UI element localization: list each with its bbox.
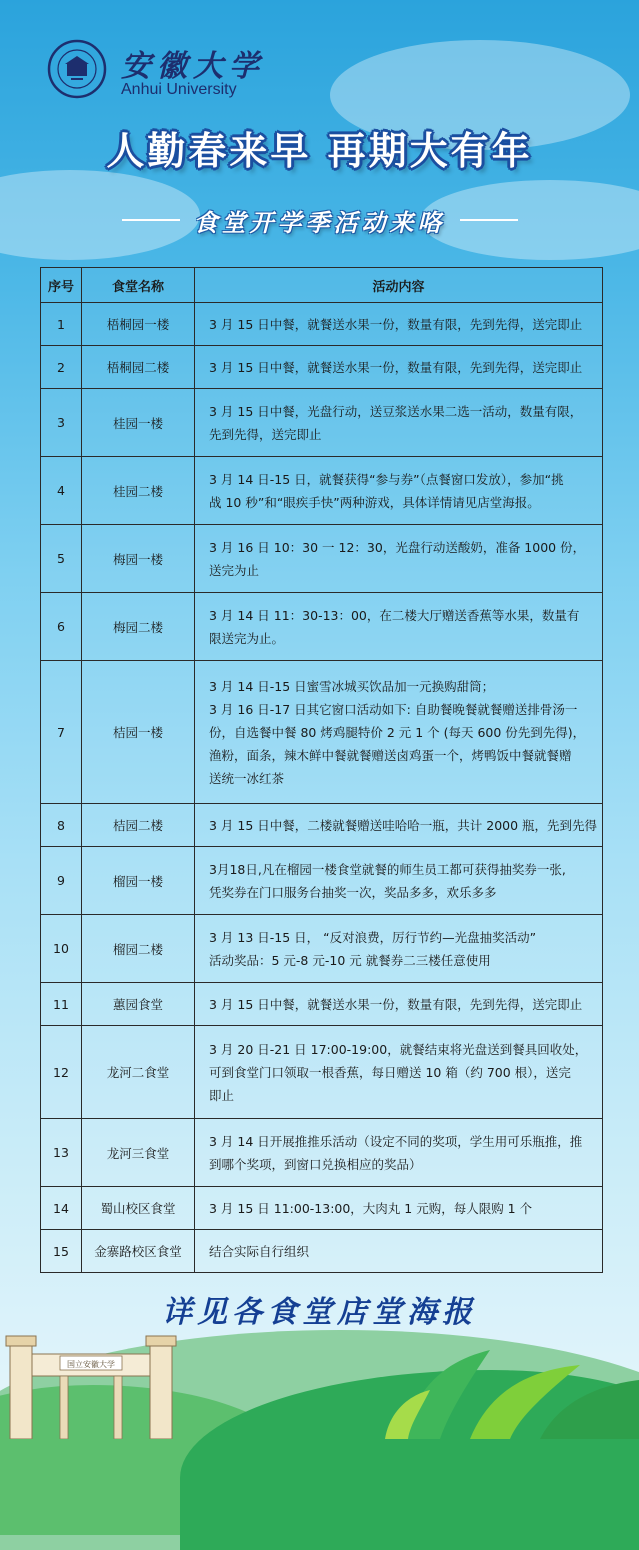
page-title: 人勤春来早 再期大有年: [106, 129, 533, 173]
row-number: 12: [41, 1026, 82, 1119]
activity-line: 3 月 16 日 10：30 一 12：30，光盘行动送酸奶，准备 1000 份，: [209, 539, 586, 555]
canteen-name: 蜀山校区食堂: [82, 1187, 195, 1230]
table-row: [41, 525, 603, 593]
activity-line: 3 月 16 日-17 日其它窗口活动如下: 自助餐晚餐就餐赠送排骨汤一: [209, 701, 578, 717]
activity-line: 先到先得，送完即止: [209, 426, 322, 442]
gate-plaque-text: 国立安徽大学: [67, 1360, 115, 1369]
activity-line: 结合实际自行组织: [209, 1243, 310, 1259]
activity-line: 3 月 14 日 11：30-13：00，在二楼大厅赠送香蕉等水果，数量有: [209, 607, 580, 623]
activity-line: 3月18日,凡在榴园一楼食堂就餐的师生员工都可获得抽奖券一张,: [209, 861, 566, 877]
table-body: [41, 303, 603, 1273]
row-number: 3: [41, 389, 82, 457]
header-no: 序号: [41, 268, 82, 303]
university-name-en: Anhui University: [121, 81, 237, 98]
table-row: [41, 1230, 603, 1273]
canteen-name: 桔园二楼: [82, 804, 195, 847]
activity-line: 战 10 秒”和“眼疾手快”两种游戏，具体详情请见店堂海报。: [209, 494, 540, 510]
activity-line: 3 月 15 日中餐，就餐送水果一份，数量有限，先到先得，送完即止: [209, 359, 583, 375]
table-row: [41, 346, 603, 389]
subtitle-row: [0, 200, 639, 240]
table-row: [41, 593, 603, 661]
table-row: [41, 983, 603, 1026]
activity-content: [195, 346, 603, 389]
university-gate-illustration: [0, 1304, 200, 1439]
table-row: [41, 661, 603, 804]
canteen-name: 梧桐园一楼: [82, 303, 195, 346]
header-content: 活动内容: [195, 268, 603, 303]
row-number: 10: [41, 915, 82, 983]
canteen-name: 梅园二楼: [82, 593, 195, 661]
table-row: [41, 1119, 603, 1187]
activity-line: 送统一冰红茶: [209, 770, 285, 786]
activity-content: [195, 915, 603, 983]
row-number: 7: [41, 661, 82, 804]
table-row: [41, 1026, 603, 1119]
activity-line: 3 月 15 日中餐，二楼就餐赠送哇哈哈一瓶，共计 2000 瓶，先到先得: [209, 817, 598, 833]
canteen-name: 榴园一楼: [82, 847, 195, 915]
activity-line: 3 月 15 日中餐，就餐送水果一份，数量有限，先到先得，送完即止: [209, 996, 583, 1012]
canteen-name: 梧桐园二楼: [82, 346, 195, 389]
university-seal-icon: [47, 39, 107, 99]
canteen-events-table: [40, 267, 603, 1273]
row-number: 5: [41, 525, 82, 593]
activity-content: [195, 804, 603, 847]
table-row: [41, 804, 603, 847]
activity-line: 3 月 20 日-21 日 17:00-19:00，就餐结束将光盘送到餐具回收处，: [209, 1041, 588, 1057]
row-number: 4: [41, 457, 82, 525]
activity-line: 3 月 15 日中餐，光盘行动，送豆浆送水果二选一活动，数量有限，: [209, 403, 583, 419]
canteen-name: 金寨路校区食堂: [82, 1230, 195, 1273]
activity-line: 活动奖品：5 元-8 元-10 元 就餐券二三楼任意使用: [209, 952, 491, 968]
canteen-name: 蕙园食堂: [82, 983, 195, 1026]
activity-content: [195, 1026, 603, 1119]
university-name-cn: 安徽大学: [121, 49, 265, 84]
row-number: 1: [41, 303, 82, 346]
activity-line: 可到食堂门口领取一根香蕉，每日赠送 10 箱（约 700 根），送完: [209, 1064, 571, 1080]
activity-content: [195, 661, 603, 804]
activity-content: [195, 1119, 603, 1187]
row-number: 2: [41, 346, 82, 389]
activity-line: 凭奖券在门口服务台抽奖一次，奖品多多，欢乐多多: [209, 884, 497, 900]
canteen-name: 榴园二楼: [82, 915, 195, 983]
activity-content: [195, 303, 603, 346]
row-number: 11: [41, 983, 82, 1026]
activity-content: [195, 983, 603, 1026]
activity-content: [195, 593, 603, 661]
row-number: 14: [41, 1187, 82, 1230]
row-number: 15: [41, 1230, 82, 1273]
activity-line: 3 月 14 日开展推推乐活动（设定不同的奖项，学生用可乐瓶推，推: [209, 1133, 583, 1149]
activity-content: [195, 1230, 603, 1273]
university-logo: [47, 37, 277, 101]
canteen-name: 龙河二食堂: [82, 1026, 195, 1119]
activity-line: 3 月 14 日-15 日蜜雪冰城买饮品加一元换购甜筒；: [209, 678, 495, 694]
activity-line: 3 月 15 日中餐，就餐送水果一份，数量有限，先到先得，送完即止: [209, 316, 583, 332]
canteen-name: 龙河三食堂: [82, 1119, 195, 1187]
footer-title: 详见各食堂店堂海报: [162, 1295, 477, 1330]
activity-content: [195, 1187, 603, 1230]
canteen-name: 桂园一楼: [82, 389, 195, 457]
activity-line: 份，自选餐中餐 80 烤鸡腿特价 2 元 1 个 (每天 600 份先到先得)，: [209, 724, 586, 740]
activity-line: 渔粉，面条，辣木鲜中餐就餐赠送卤鸡蛋一个，烤鸭饭中餐就餐赠: [209, 747, 572, 763]
table-header-row: [41, 268, 603, 303]
page-subtitle: 食堂开学季活动来咯: [193, 207, 446, 237]
row-number: 13: [41, 1119, 82, 1187]
activity-line: 即止: [209, 1087, 235, 1103]
activity-content: [195, 457, 603, 525]
activity-content: [195, 389, 603, 457]
canteen-name: 桔园一楼: [82, 661, 195, 804]
table-row: [41, 389, 603, 457]
table-row: [41, 303, 603, 346]
divider-line: [122, 219, 180, 221]
activity-content: [195, 525, 603, 593]
row-number: 8: [41, 804, 82, 847]
canteen-name: 桂园二楼: [82, 457, 195, 525]
divider-line: [460, 219, 518, 221]
table-row: [41, 847, 603, 915]
activity-line: 送完为止: [209, 562, 260, 578]
row-number: 9: [41, 847, 82, 915]
activity-line: 3 月 14 日-15 日，就餐获得“参与券”（点餐窗口发放），参加“挑: [209, 471, 564, 487]
activity-line: 到哪个奖项，到窗口兑换相应的奖品）: [209, 1156, 422, 1172]
activity-line: 3 月 15 日 11:00-13:00，大肉丸 1 元购，每人限购 1 个: [209, 1200, 533, 1216]
leaf-decoration: [380, 1340, 639, 1439]
row-number: 6: [41, 593, 82, 661]
activity-line: 限送完为止。: [209, 630, 285, 646]
header-canteen-name: 食堂名称: [82, 268, 195, 303]
activity-content: [195, 847, 603, 915]
activity-line: 3 月 13 日-15 日， “反对浪费，厉行节约—光盘抽奖活动”: [209, 929, 537, 945]
table-row: [41, 457, 603, 525]
canteen-name: 梅园一楼: [82, 525, 195, 593]
table-row: [41, 915, 603, 983]
table-row: [41, 1187, 603, 1230]
